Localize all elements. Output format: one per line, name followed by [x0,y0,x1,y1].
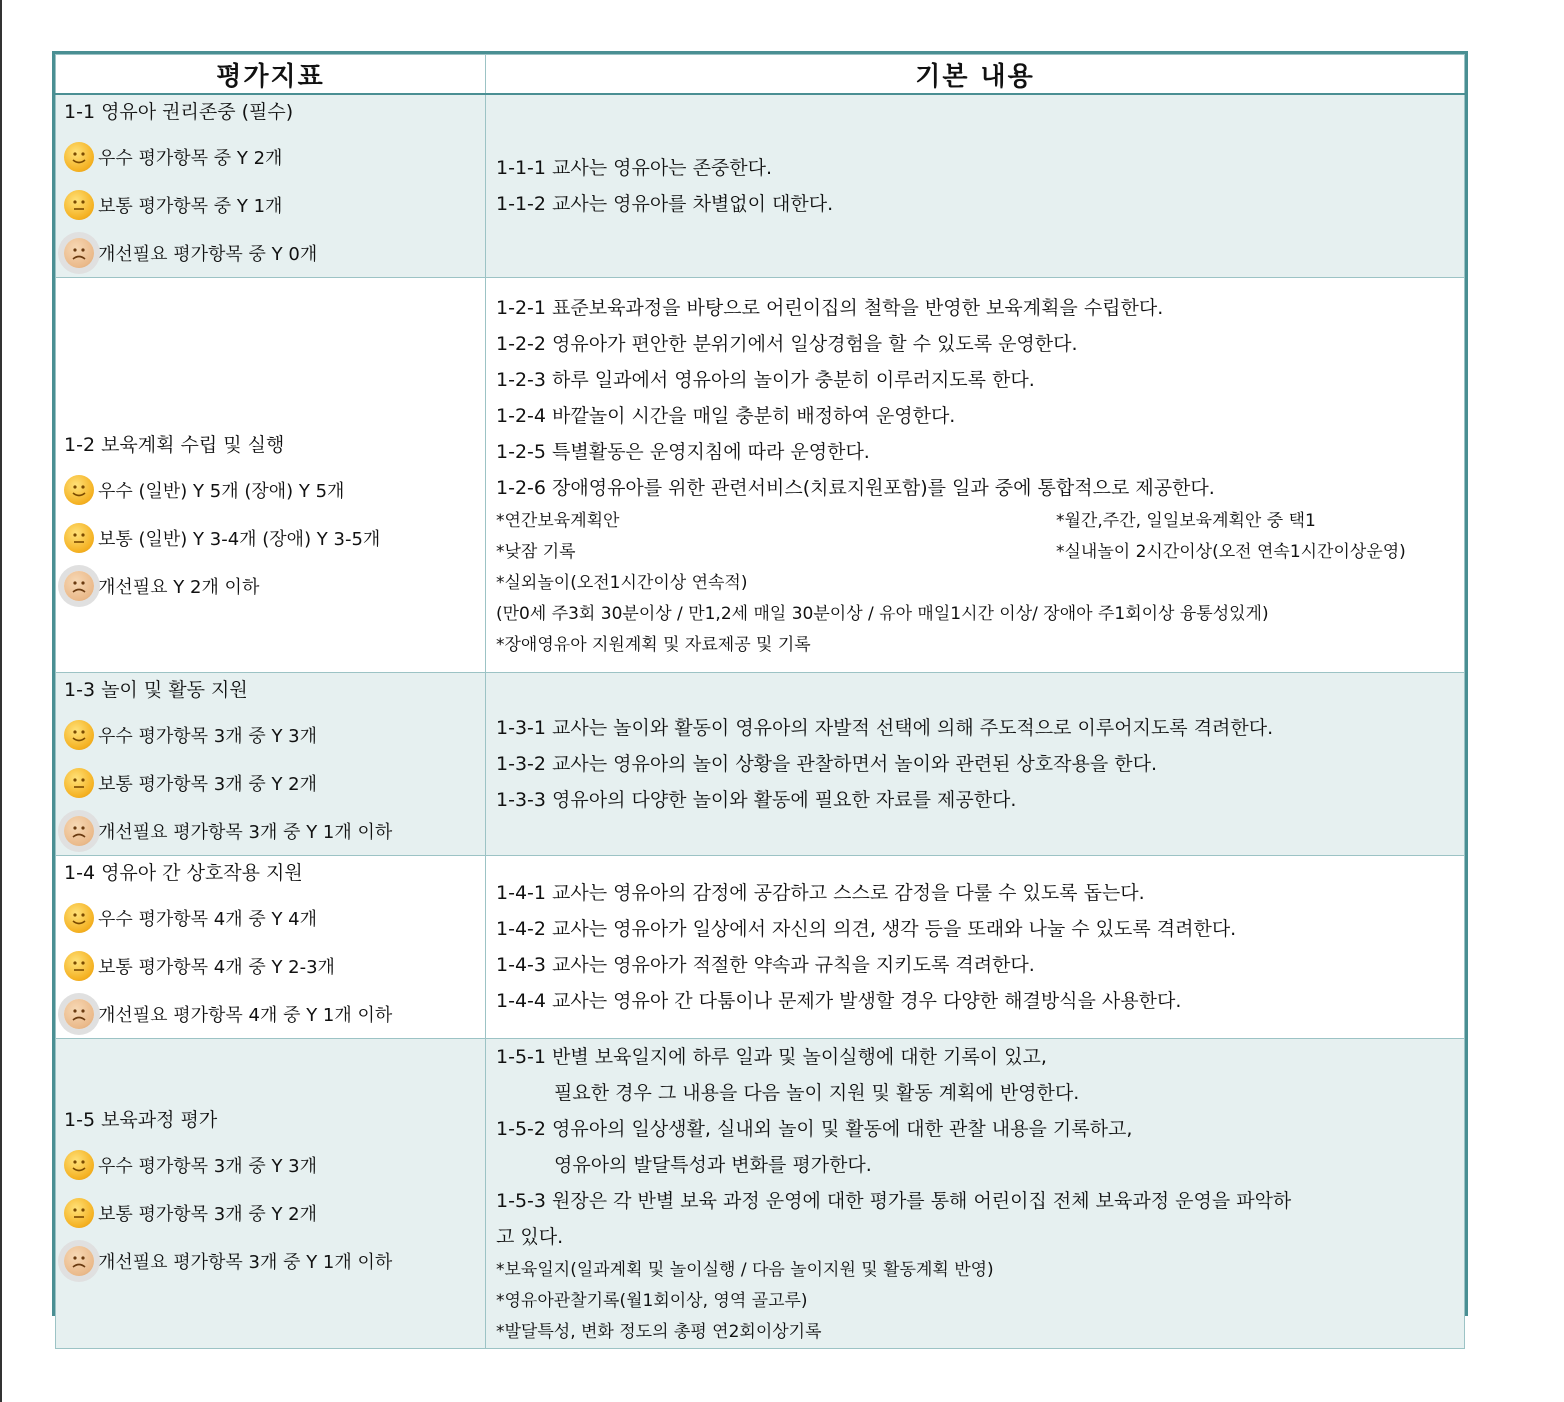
level-good [64,894,485,942]
indicator-cell [56,1039,486,1349]
level-text: 우수 (일반) Y 5개 (장애) Y 5개 [98,481,345,502]
level-text: 보통 (일반) Y 3-4개 (장애) Y 3-5개 [98,529,381,550]
sad-face-icon [64,238,94,268]
level-text: 우수 평가항목 4개 중 Y 4개 [98,909,317,930]
neutral-face-icon [64,768,94,798]
content-item: 1-2-6 장애영유아를 위한 관련서비스(치료지원포함)를 일과 중에 통합적으로 제공한다. [496,476,1215,499]
level-text: 보통 평가항목 3개 중 Y 2개 [98,774,317,795]
indicator-title: 1-5 보육과정 평가 [64,1108,218,1131]
level-text: 우수 평가항목 중 Y 2개 [98,148,283,169]
indicator-title: 1-1 영유아 권리존중 (필수) [64,101,294,123]
note: *낮잠 기록 [496,541,576,562]
table-row [56,278,1465,673]
note-row [496,506,1454,537]
content-item: 1-2-1 표준보육과정을 바탕으로 어린이집의 철학을 반영한 보육계획을 수립한다. [496,296,1164,319]
header-indicator: 평가지표 [56,55,486,95]
content-item: 1-5-3 원장은 각 반별 보육 과정 운영에 대한 평가를 통해 어린이집 전체 보육과정 운영을 파악하 [496,1190,1292,1212]
content-item: 1-1-2 교사는 영유아를 차별없이 대한다. [496,193,834,215]
indicator-cell [56,856,486,1039]
content-cell [486,856,1465,1039]
level-text: 우수 평가항목 3개 중 Y 3개 [98,726,317,747]
content-item: 1-2-5 특별활동은 운영지침에 따라 운영한다. [496,440,870,463]
level-bad [64,990,485,1038]
note-row [496,537,1454,568]
indicator-cell [56,673,486,856]
content-item: 1-4-4 교사는 영유아 간 다툼이나 문제가 발생할 경우 다양한 해결방식을 사용한다. [496,990,1182,1012]
indicator-cell [56,278,486,673]
table-row [56,673,1465,856]
sad-face-icon [64,999,94,1029]
smile-face-icon [64,903,94,933]
evaluation-table [55,54,1465,1349]
level-text: 보통 평가항목 중 Y 1개 [98,196,283,217]
content-item: 영유아의 발달특성과 변화를 평가한다. [554,1154,872,1176]
level-text: 개선필요 평가항목 3개 중 Y 1개 이하 [98,1251,393,1273]
level-normal [64,942,485,990]
content-item: 1-5-1 반별 보육일지에 하루 일과 및 놀이실행에 대한 기록이 있고, [496,1046,1047,1068]
sad-face-icon [64,571,94,601]
level-bad [64,229,485,277]
table-header-row [56,55,1465,95]
content-item: 1-5-2 영유아의 일상생활, 실내외 놀이 및 활동에 대한 관찰 내용을 기록하고, [496,1118,1133,1140]
smile-face-icon [64,720,94,750]
content-item: 1-2-4 바깥놀이 시간을 매일 충분히 배정하여 운영한다. [496,404,956,427]
indicator-title: 1-4 영유아 간 상호작용 지원 [64,862,303,884]
note: *실외놀이(오전1시간이상 연속적) [496,572,748,593]
indicator-title: 1-2 보육계획 수립 및 실행 [64,434,285,456]
note: *발달특성, 변화 정도의 총평 연2회이상기록 [496,1322,822,1342]
level-text: 개선필요 평가항목 4개 중 Y 1개 이하 [98,1005,393,1026]
note: *보육일지(일과계획 및 놀이실행 / 다음 놀이지원 및 활동계획 반영) [496,1260,994,1280]
note: *연간보육계획안 [496,510,620,531]
content-item: 1-1-1 교사는 영유아는 존중한다. [496,157,773,179]
level-text: 보통 평가항목 3개 중 Y 2개 [98,1203,317,1225]
level-good [64,1141,485,1189]
smile-face-icon [64,475,94,505]
content-item: 필요한 경우 그 내용을 다음 놀이 지원 및 활동 계획에 반영한다. [554,1082,1080,1104]
level-text: 개선필요 평가항목 중 Y 0개 [98,244,318,265]
content-item: 1-4-3 교사는 영유아가 적절한 약속과 규칙을 지키도록 격려한다. [496,954,1035,976]
level-text: 우수 평가항목 3개 중 Y 3개 [98,1155,317,1177]
content-cell [486,1039,1465,1349]
neutral-face-icon [64,951,94,981]
table-row [56,94,1465,278]
level-bad [64,1237,485,1285]
level-normal [64,181,485,229]
smile-face-icon [64,1150,94,1180]
level-normal [64,1189,485,1237]
table-row [56,856,1465,1039]
note: *월간,주간, 일일보육계획안 중 택1 [1056,510,1316,531]
content-item: 1-3-2 교사는 영유아의 놀이 상황을 관찰하면서 놀이와 관련된 상호작용을 한다. [496,753,1157,775]
content-item: 1-4-1 교사는 영유아의 감정에 공감하고 스스로 감정을 다룰 수 있도록 돕는다. [496,882,1145,904]
level-good [64,466,485,514]
content-item: 고 있다. [496,1226,564,1248]
note: *영유아관찰기록(월1회이상, 영역 골고루) [496,1291,808,1311]
table-row [56,1039,1465,1349]
content-item: 1-3-3 영유아의 다양한 놀이와 활동에 필요한 자료를 제공한다. [496,789,1017,811]
level-good [64,711,485,759]
level-bad [64,562,485,610]
level-normal [64,759,485,807]
smile-face-icon [64,142,94,172]
level-bad [64,807,485,855]
neutral-face-icon [64,523,94,553]
content-item: 1-3-1 교사는 놀이와 활동이 영유아의 자발적 선택에 의해 주도적으로 이루어지도록 격려한다. [496,717,1274,739]
content-item: 1-2-3 하루 일과에서 영유아의 놀이가 충분히 이루러지도록 한다. [496,368,1035,391]
level-normal [64,514,485,562]
content-item: 1-4-2 교사는 영유아가 일상에서 자신의 의견, 생각 등을 또래와 나눌 수 있도록 격려한다. [496,918,1237,940]
level-text: 보통 평가항목 4개 중 Y 2-3개 [98,957,335,978]
content-cell [486,278,1465,673]
evaluation-table-container [52,51,1468,1342]
page-left-edge [0,0,2,1402]
neutral-face-icon [64,1198,94,1228]
content-cell [486,673,1465,856]
indicator-cell [56,94,486,278]
sad-face-icon [64,816,94,846]
level-text: 개선필요 평가항목 3개 중 Y 1개 이하 [98,822,393,843]
note: *장애영유아 지원계획 및 자료제공 및 기록 [496,634,811,655]
note: *실내놀이 2시간이상(오전 연속1시간이상운영) [1056,541,1406,562]
content-cell [486,94,1465,278]
level-text: 개선필요 Y 2개 이하 [98,577,260,598]
neutral-face-icon [64,190,94,220]
sad-face-icon [64,1246,94,1276]
note: (만0세 주3회 30분이상 / 만1,2세 매일 30분이상 / 유아 매일1시간 이상/ 장애아 주1회이상 융통성있게) [496,603,1269,624]
level-good [64,133,485,181]
indicator-title: 1-3 놀이 및 활동 지원 [64,679,248,701]
header-content: 기본 내용 [486,55,1465,95]
content-item: 1-2-2 영유아가 편안한 분위기에서 일상경험을 할 수 있도록 운영한다. [496,332,1078,355]
